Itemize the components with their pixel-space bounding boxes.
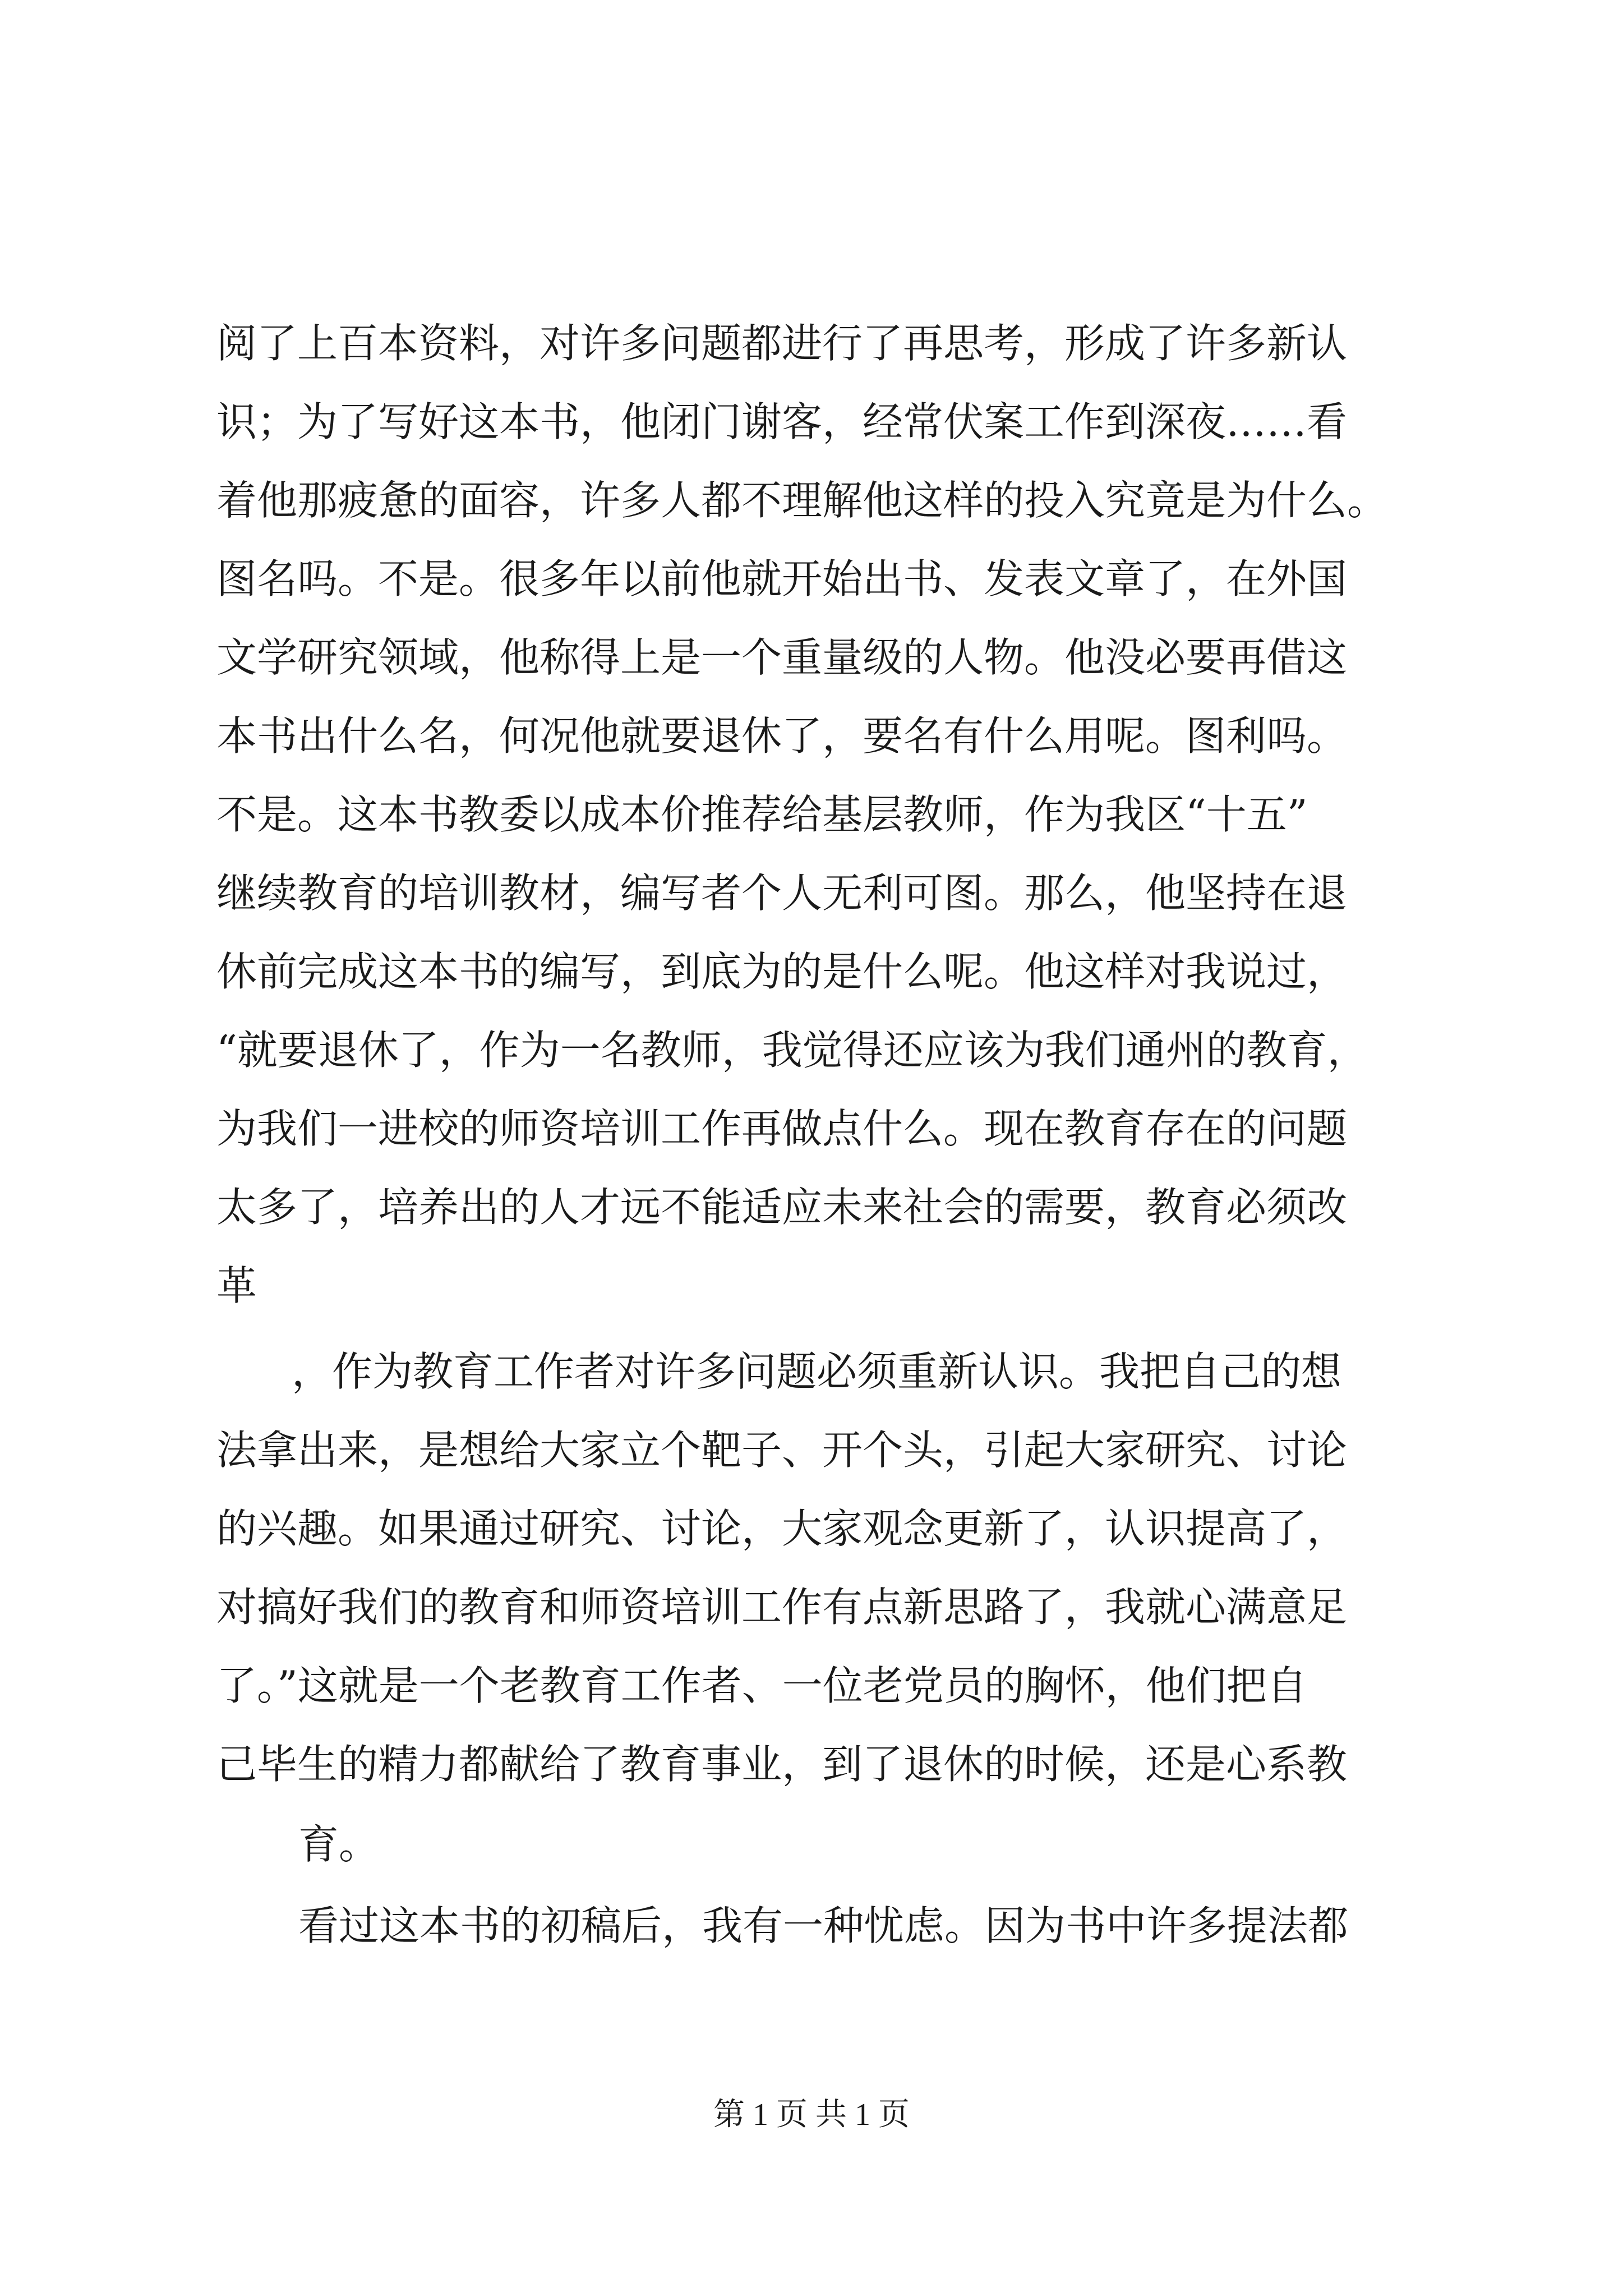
body-line: 阅了上百本资料，对许多问题都进行了再思考，形成了许多新认 — [216, 320, 1348, 367]
body-line: 为我们一进校的师资培训工作再做点什么。现在教育存在的问题 — [216, 1105, 1348, 1152]
body-line: 太多了，培养出的人才远不能适应未来社会的需要，教育必须改 — [216, 1184, 1348, 1231]
body-line: 本书出什么名，何况他就要退休了，要名有什么用呢。图利吗。 — [216, 712, 1348, 760]
body-line: 己毕生的精力都献给了教育事业，到了退休的时候，还是心系教 — [216, 1741, 1348, 1788]
body-line: 图名吗。不是。很多年以前他就开始出书、发表文章了，在外国 — [216, 555, 1348, 602]
body-line: 革 — [216, 1262, 257, 1309]
page-footer: 第 1 页 共 1 页 — [713, 2097, 910, 2132]
body-line: 法拿出来，是想给大家立个靶子、开个头，引起大家研究、讨论 — [216, 1427, 1348, 1474]
body-line: 育。 — [298, 1821, 380, 1868]
body-line: ，作为教育工作者对许多问题必须重新认识。我把自己的想 — [292, 1348, 1342, 1395]
body-line: 识；为了写好这本书，他闭门谢客，经常伏案工作到深夜……看 — [216, 398, 1348, 445]
body-line: 不是。这本书教委以成本价推荐给基层教师，作为我区“十五” — [216, 791, 1308, 838]
body-line: 的兴趣。如果通过研究、讨论，大家观念更新了，认识提高了， — [216, 1505, 1348, 1552]
body-line: 着他那疲惫的面容，许多人都不理解他这样的投入究竟是为什么。 — [216, 477, 1388, 524]
body-line: 对搞好我们的教育和师资培训工作有点新思路了，我就心满意足 — [216, 1584, 1348, 1631]
body-line: 继续教育的培训教材，编写者个人无利可图。那么，他坚持在退 — [216, 869, 1348, 917]
body-line: 休前完成这本书的编写，到底为的是什么呢。他这样对我说过， — [216, 948, 1348, 995]
body-line: 看过这本书的初稿后，我有一种忧虑。因为书中许多提法都 — [298, 1902, 1349, 1949]
body-line: 了。”这就是一个老教育工作者、一位老党员的胸怀，他们把自 — [216, 1662, 1307, 1709]
body-line: “就要退休了，作为一名教师，我觉得还应该为我们通州的教育， — [216, 1027, 1368, 1074]
body-line: 文学研究领域，他称得上是一个重量级的人物。他没必要再借这 — [216, 634, 1348, 681]
